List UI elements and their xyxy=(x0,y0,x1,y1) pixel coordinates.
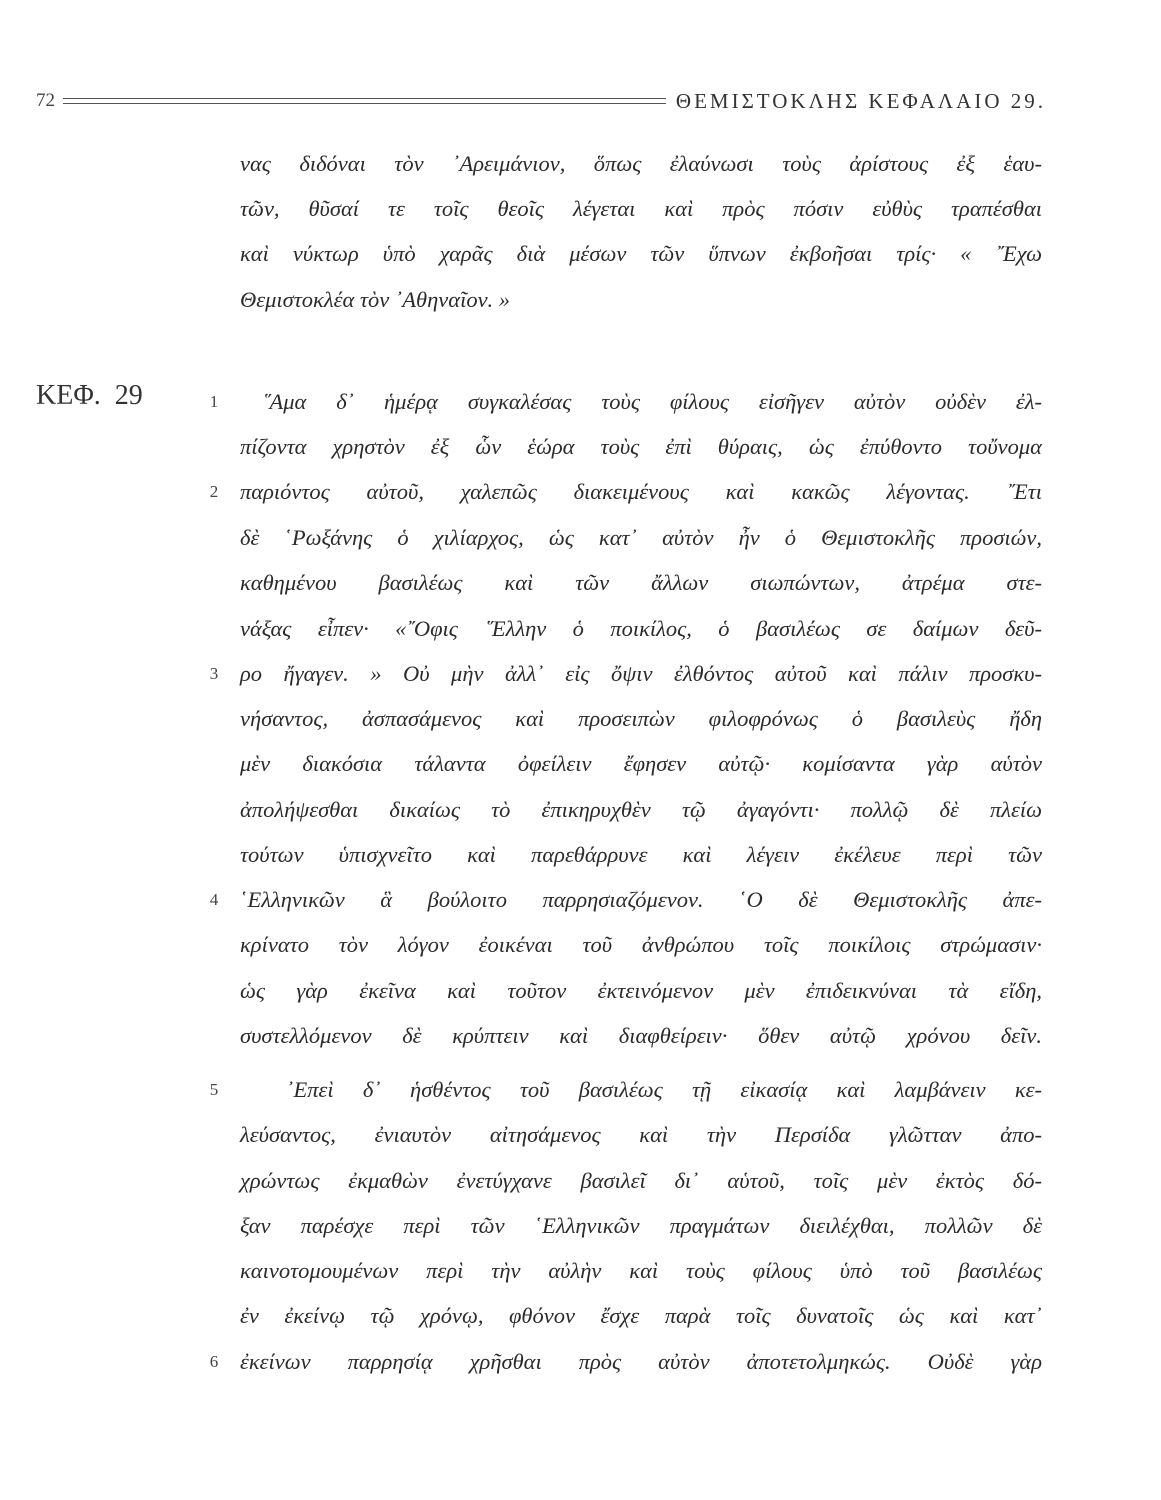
text-line: ῞Αμα δ᾿ ἡμέρᾳ συγκαλέσας τοὺς φίλους εἰσῆγεν αὐτὸν οὐδὲν ἐλ- xyxy=(262,389,1042,414)
header-rule xyxy=(63,98,666,104)
text-line: ᾿Επεὶ δ᾿ ἡσθέντος τοῦ βασιλέως τῇ εἰκασίᾳ καὶ λαμβάνειν κε- xyxy=(286,1077,1042,1102)
text-line: ἀπολήψεσθαι δικαίως τὸ ἐπικηρυχθὲν τῷ ἀγαγόντι· πολλῷ δὲ πλείω xyxy=(240,797,1042,822)
text-line: χρώντως ἐκμαθὼν ἐνετύγχανε βασιλεῖ δι᾿ αὑτοῦ, τοῖς μὲν ἐκτὸς δό- xyxy=(240,1168,1042,1193)
text-line: τούτων ὑπισχνεῖτο καὶ παρεθάρρυνε καὶ λέγειν ἐκέλευε περὶ τῶν xyxy=(240,842,1042,867)
text-line: νήσαντος, ἀσπασάμενος καὶ προσειπὼν φιλοφρόνως ὁ βασιλεὺς ἤδη xyxy=(240,706,1042,731)
text-line: τῶν, θῦσαί τε τοῖς θεοῖς λέγεται καὶ πρὸς πόσιν εὐθὺς τραπέσθαι xyxy=(240,196,1042,221)
text-line: κρίνατο τὸν λόγον ἐοικέναι τοῦ ἀνθρώπου τοῖς ποικίλοις στρώμασιν· xyxy=(240,932,1042,957)
section-number: 5 xyxy=(209,1080,219,1099)
chapter-abbrev: ΚΕΦ. xyxy=(36,380,101,411)
text-line: καὶ νύκτωρ ὑπὸ χαρᾶς διὰ μέσων τῶν ὕπνων ἐκβοῆσαι τρίς· « ῎Εχω xyxy=(240,241,1042,266)
text-line: πίζοντα χρηστὸν ἐξ ὧν ἑώρα τοὺς ἐπὶ θύραις, ὡς ἐπύθοντο τοὔνομα xyxy=(240,434,1042,459)
text-line: λεύσαντος, ἐνιαυτὸν αἰτησάμενος καὶ τὴν Περσίδα γλῶτταν ἀπο- xyxy=(240,1122,1042,1147)
page-number: 72 xyxy=(36,90,55,111)
text-line: συστελλόμενον δὲ κρύπτειν καὶ διαφθείρειν· ὅθεν αὐτῷ χρόνου δεῖν. xyxy=(240,1023,1042,1048)
text-line: ρο ἤγαγεν. » Οὐ μὴν ἀλλ᾿ εἰς ὄψιν ἐλθόντος αὐτοῦ καὶ πάλιν προσκυ- xyxy=(240,661,1042,686)
text-line: ξαν παρέσχε περὶ τῶν ῾Ελληνικῶν πραγμάτων διειλέχθαι, πολλῶν δὲ xyxy=(240,1213,1042,1238)
text-line: καθημένου βασιλέως καὶ τῶν ἄλλων σιωπώντων, ἀτρέμα στε- xyxy=(240,570,1042,595)
text-line: ῾Ελληνικῶν ἃ βούλοιτο παρρησιαζόμενον. ῾Ο δὲ Θεμιστοκλῆς ἀπε- xyxy=(240,887,1042,912)
section-number: 4 xyxy=(209,890,219,909)
running-title: ΘΕΜΙΣΤΟΚΛΗΣ ΚΕΦΑΛΑΙΟ 29. xyxy=(675,88,1046,113)
text-line: παριόντος αὐτοῦ, χαλεπῶς διακειμένους καὶ κακῶς λέγοντας. ῎Ετι xyxy=(240,479,1042,504)
chapter-label xyxy=(36,380,143,412)
section-number: 1 xyxy=(209,392,219,411)
text-line: νας διδόναι τὸν ᾿Αρειμάνιον, ὅπως ἐλαύνωσι τοὺς ἀρίστους ἐξ ἑαυ- xyxy=(240,151,1042,176)
text-line: καινοτομουμένων περὶ τὴν αὐλὴν καὶ τοὺς φίλους ὑπὸ τοῦ βασιλέως xyxy=(240,1258,1042,1283)
text-line: ἐν ἐκείνῳ τῷ χρόνῳ, φθόνον ἔσχε παρὰ τοῖς δυνατοῖς ὡς καὶ κατ᾿ xyxy=(240,1303,1042,1328)
chapter-number: 29 xyxy=(114,380,143,411)
text-line: μὲν διακόσια τάλαντα ὀφείλειν ἔφησεν αὐτῷ· κομίσαντα γὰρ αὑτὸν xyxy=(240,751,1042,776)
text-line: νάξας εἶπεν· «῎Οφις ῞Ελλην ὁ ποικίλος, ὁ βασιλέως σε δαίμων δεῦ- xyxy=(240,616,1042,641)
section-number: 6 xyxy=(209,1352,219,1371)
text-line: ὡς γὰρ ἐκεῖνα καὶ τοῦτον ἐκτεινόμενον μὲν ἐπιδεικνύναι τὰ εἴδη, xyxy=(240,978,1042,1003)
running-header xyxy=(36,86,1046,116)
text-line: ἐκείνων παρρησίᾳ χρῆσθαι πρὸς αὐτὸν ἀποτετολμηκώς. Οὐδὲ γὰρ xyxy=(240,1349,1042,1374)
text-line: Θεμιστοκλέα τὸν ᾿Αθηναῖον. » xyxy=(240,287,511,312)
text-line: δὲ ῾Ρωξάνης ὁ χιλίαρχος, ὡς κατ᾿ αὐτὸν ἦν ὁ Θεμιστοκλῆς προσιών, xyxy=(240,525,1042,550)
section-number: 2 xyxy=(209,482,219,501)
section-number: 3 xyxy=(209,664,219,683)
